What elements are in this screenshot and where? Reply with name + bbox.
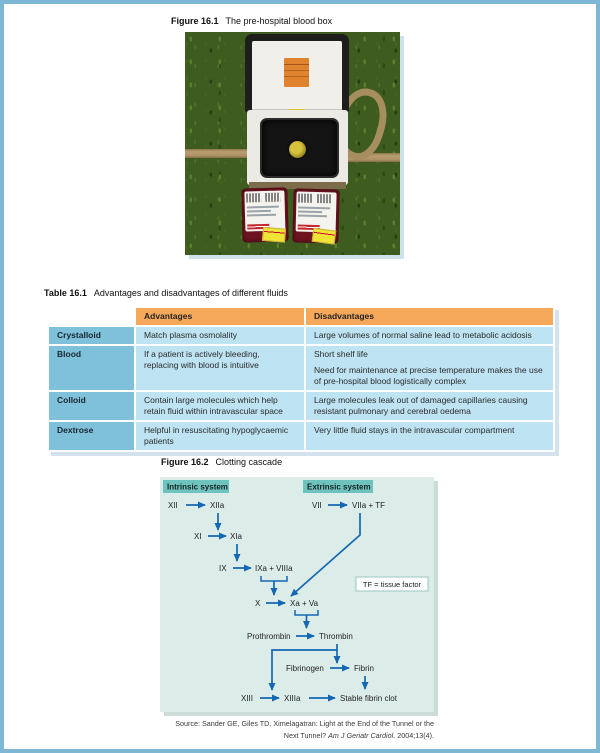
node-xii: XII	[168, 501, 178, 510]
node-xiii: XIII	[241, 694, 254, 703]
node-prothrombin: Prothrombin	[247, 632, 291, 641]
figure-16-2-label: Figure 16.2	[161, 457, 209, 467]
advantages-header: Advantages	[136, 308, 304, 325]
figure-16-2-title: Clotting cascade	[215, 457, 283, 467]
node-x: X	[255, 599, 261, 608]
bracket-ixa-viiia	[261, 576, 287, 581]
tf-note-text: TF = tissue factor	[362, 580, 422, 589]
carry-strap-left	[185, 149, 248, 158]
node-xiiia: XIIIa	[284, 694, 301, 703]
bracket-xa-va	[295, 610, 318, 615]
extrinsic-system-header: Extrinsic system	[307, 482, 371, 492]
source-line-1: Source: Sander GE, Giles TD. Ximelagatran: Light at the End of the Tunnel or the	[175, 719, 434, 728]
node-xa-va: Xa + Va	[290, 599, 319, 608]
node-thrombin: Thrombin	[319, 632, 353, 641]
barcode	[265, 193, 280, 202]
table-row-dextrose	[49, 422, 553, 450]
clotting-cascade-panel	[160, 477, 434, 712]
table-16-1-label: Table 16.1	[44, 288, 87, 298]
table-row-colloid	[49, 392, 553, 420]
blood-bag	[241, 187, 288, 242]
table-row-blood	[49, 346, 553, 390]
node-xiia: XIIa	[210, 501, 225, 510]
figure-16-1-caption	[171, 16, 332, 26]
intrinsic-system-header: Intrinsic system	[167, 482, 228, 492]
fluid-name: Dextrose	[49, 422, 134, 450]
disadvantage-text: Need for maintenance at precise temperature makes the use of pre-hospital blood logistically complex	[314, 365, 543, 387]
figure-16-1-label: Figure 16.1	[171, 16, 219, 26]
node-xi: XI	[194, 532, 202, 541]
temperature-logger	[289, 141, 306, 158]
disadvantage-text: Large molecules leak out of damaged capillaries causing resistant pulmonary and cerebral oedema	[314, 395, 528, 417]
blood-bag-label	[244, 190, 285, 231]
advantage-text: Contain large molecules which help retain fluid within intravascular space	[144, 395, 283, 417]
yellow-sticker	[312, 228, 337, 245]
blood-bag-label	[296, 191, 337, 232]
cool-compartment	[260, 118, 339, 178]
fluid-name: Blood	[49, 346, 134, 390]
figure-16-2-caption	[161, 457, 282, 467]
fluid-name: Colloid	[49, 392, 134, 420]
clotting-cascade-diagram	[160, 477, 434, 712]
node-ix: IX	[219, 564, 227, 573]
node-fibrin: Fibrin	[354, 664, 375, 673]
node-fibrinogen: Fibrinogen	[286, 664, 324, 673]
figure-16-1-title: The pre-hospital blood box	[225, 16, 333, 26]
yellow-sticker	[262, 227, 286, 243]
node-ixa-viiia: IXa + VIIIa	[255, 564, 293, 573]
fluid-name: Crystalloid	[49, 327, 134, 344]
disadvantages-header: Disadvantages	[306, 308, 553, 325]
advantage-text: Match plasma osmolality	[144, 330, 238, 341]
fluids-table	[47, 306, 555, 452]
blood-box-photo	[185, 32, 400, 255]
disadvantage-text: Large volumes of normal saline lead to metabolic acidosis	[314, 330, 532, 341]
blood-bag	[292, 188, 339, 243]
node-vii: VII	[312, 501, 322, 510]
source-line-2: Next Tunnel? Am J Geriatr Cardiol. 2004;13(4).	[283, 730, 434, 740]
figure-source-citation	[104, 718, 434, 741]
disadvantage-text: Very little fluid stays in the intravascular compartment	[314, 425, 515, 436]
node-xia: XIa	[230, 532, 243, 541]
table-16-1-title: Advantages and disadvantages of different fluids	[93, 288, 288, 298]
barcode	[246, 193, 261, 202]
node-viia-tf: VIIa + TF	[352, 501, 385, 510]
journal-name: Am J Geriatr Cardiol	[328, 730, 394, 740]
corner-cell	[49, 308, 134, 325]
disadvantage-text: Short shelf life	[314, 349, 368, 360]
barcode	[298, 194, 313, 203]
orange-warning-label	[284, 58, 309, 87]
advantage-text: If a patient is actively bleeding, replacing with blood is intuitive	[144, 349, 260, 371]
table-row-crystalloid	[49, 327, 553, 344]
advantage-text: Helpful in resuscitating hypoglycaemic patients	[144, 425, 289, 447]
table-16-1-caption	[44, 288, 288, 298]
arrow-viia-tf-to-xa	[291, 513, 360, 596]
table-header-row	[49, 308, 553, 325]
node-stable-fibrin-clot: Stable fibrin clot	[340, 694, 397, 703]
barcode	[317, 194, 332, 203]
